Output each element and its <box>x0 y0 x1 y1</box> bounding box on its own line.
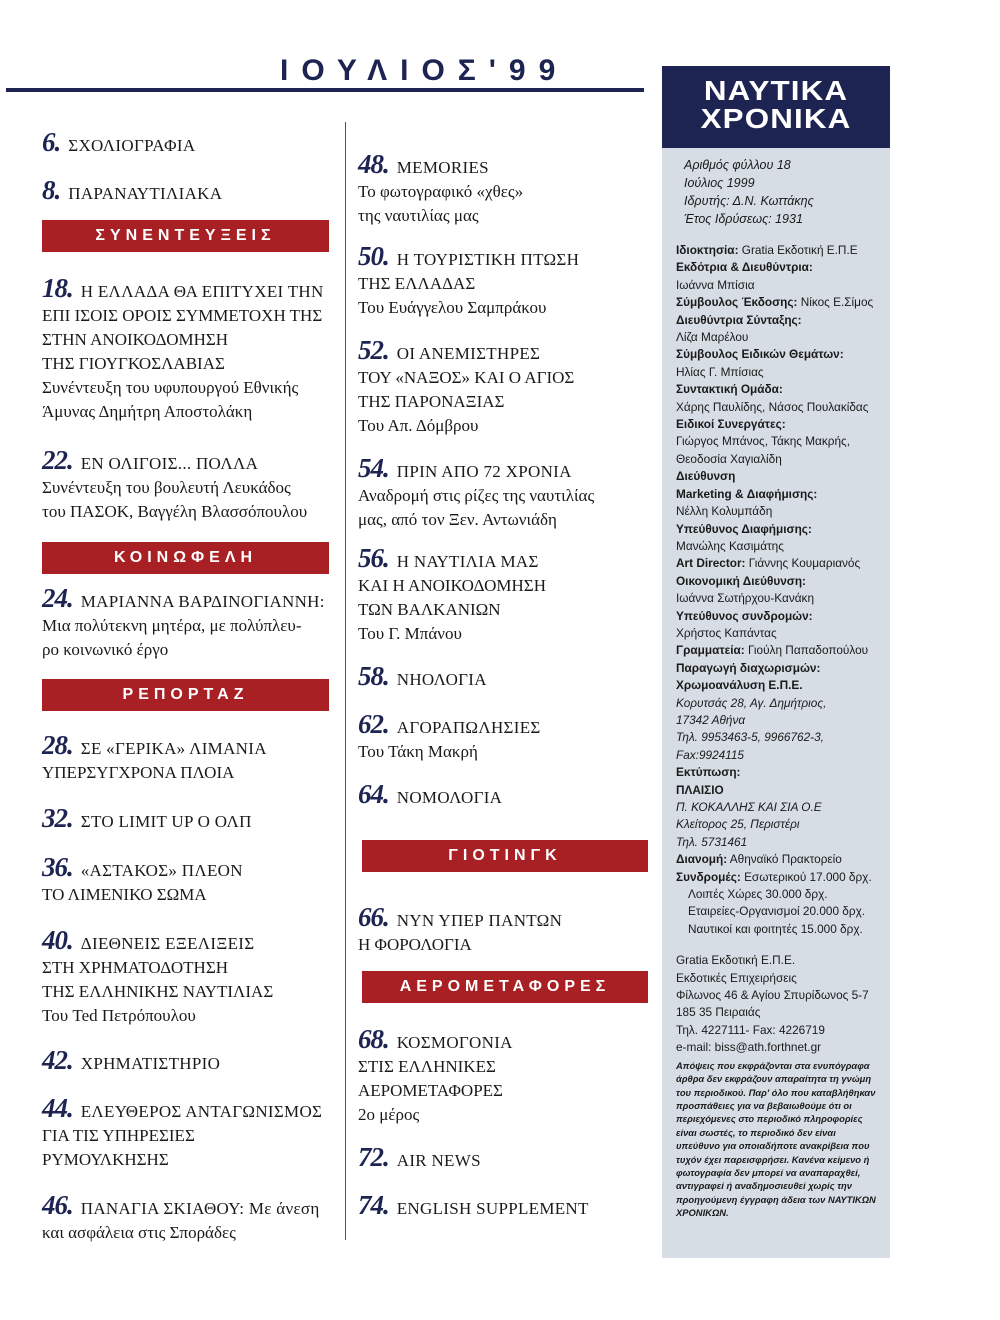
address-line: Gratia Εκδοτική Ε.Π.Ε. <box>676 953 796 968</box>
credit-line <box>676 312 876 329</box>
toc-entry <box>358 902 563 957</box>
entry-title: ΕΝ ΟΛΙΓΟΙΣ... ΠΟΛΛΑ <box>80 454 259 473</box>
credit-line <box>676 903 876 920</box>
entry-line: Του Γ. Μπάνου <box>358 624 462 643</box>
entry-line: μας, από τον Ξεν. Αντωνιάδη <box>358 510 557 529</box>
credit-line <box>676 329 876 346</box>
page-number: 6. <box>42 127 61 157</box>
column-divider <box>345 122 346 1240</box>
credit-line <box>676 747 876 764</box>
toc-entry <box>358 453 595 532</box>
page-number: 46. <box>42 1190 73 1220</box>
credit-line <box>676 660 876 677</box>
credit-value: Ιωάννα Σωτήρχου-Κανάκη <box>676 591 815 606</box>
credit-line <box>676 538 876 555</box>
credit-value: Κλείτορος 25, Περιστέρι <box>676 817 800 832</box>
header-rule <box>6 88 644 92</box>
credit-value: Γιούλη Παπαδοπούλου <box>747 643 869 658</box>
credit-label: Σύμβουλος Ειδικών Θεμάτων: <box>676 347 844 362</box>
credit-value: Νίκος Ε.Σίμος <box>800 295 874 310</box>
credit-label: Διανομή: <box>676 852 728 867</box>
credit-line <box>676 642 876 659</box>
credit-line <box>676 468 876 485</box>
toc-entry <box>358 149 524 228</box>
toc-entry <box>358 709 541 764</box>
entry-line: ΣΤΗΝ ΑΝΟΙΚΟΔΟΜΗΣΗ <box>42 330 229 349</box>
credit-label: Art Director: <box>676 556 746 571</box>
entry-line: ΤΗΣ ΕΛΛΗΝΙΚΗΣ ΝΑΥΤΙΛΙΑΣ <box>42 982 274 1001</box>
entry-line: ΣΤΙΣ ΕΛΛΗΝΙΚΕΣ <box>358 1057 496 1076</box>
legal-disclaimer: Απόψεις που εκφράζονται στα ενυπόγραφα άρθρα δεν εκφράζουν απαραίτητα τη γνώμη του περιοδικού. Παρ' όλο που καταβλήθηκαν προσπάθειες για να βεβαιωθούμε ότι οι περιεχόμενες στο περιοδικό πληροφορίες είναι σωστές, το περιοδικό δεν είναι υπεύθυνο για οποιαδήποτε ανακρίβεια που τυχόν έχει παρεισφρήσει. Κανένα κείμενο ή φωτογραφία δεν μπορεί να αναπαραχθεί, αντιγραφεί ή αναδημοσιευθεί χωρίς την προηγούμενη έγγραφη άδεια των ΝΑΥΤΙΚΩΝ ΧΡΟΝΙΚΩΝ. <box>676 1059 876 1219</box>
credit-line <box>676 399 876 416</box>
toc-entry <box>358 1190 589 1221</box>
credit-line <box>676 869 876 886</box>
entry-title: ENGLISH SUPPLEMENT <box>396 1199 589 1218</box>
credit-line <box>676 677 876 694</box>
credit-line <box>676 416 876 433</box>
credit-value: Λίζα Μαρέλου <box>676 330 749 345</box>
credit-value: Χάρης Παυλίδης, Νάσος Πουλακίδας <box>676 399 869 414</box>
credit-line <box>676 834 876 851</box>
credit-value: Εταιρείες-Οργανισμοί 20.000 δρχ. <box>688 904 866 919</box>
credit-line <box>676 625 876 642</box>
credit-line <box>676 712 876 729</box>
entry-line: Αναδρομή στις ρίζες της ναυτιλίας <box>358 486 595 505</box>
credit-value: Λοιπές Χώρες 30.000 δρχ. <box>688 887 828 902</box>
credit-label: Εκδότρια & Διευθύντρια: <box>676 260 813 275</box>
credit-label: ΠΛΑΙΣΙΟ <box>676 782 724 797</box>
credit-label: Ιδιοκτησία: <box>676 243 739 257</box>
page-number: 68. <box>358 1024 389 1054</box>
entry-line: ΓΙΑ ΤΙΣ ΥΠΗΡΕΣΙΕΣ <box>42 1126 195 1145</box>
entry-title: ΧΡΗΜΑΤΙΣΤΗΡΙΟ <box>80 1054 221 1073</box>
page-number: 40. <box>42 925 73 955</box>
toc-entry <box>42 1190 320 1245</box>
credit-value: Π. ΚΟΚΑΛΛΗΣ ΚΑΙ ΣΙΑ Ο.Ε <box>676 800 822 814</box>
entry-line: Συνέντευξη του βουλευτή Λευκάδος <box>42 478 291 497</box>
credit-line <box>676 364 876 381</box>
entry-line: ΕΠΙ ΙΣΟΙΣ ΟΡΟΙΣ ΣΥΜΜΕΤΟΧΗ ΤΗΣ <box>42 306 323 325</box>
credit-value: Ναυτικοί και φοιτητές 15.000 δρχ. <box>688 921 863 936</box>
entry-line: Μια πολύτεκνη μητέρα, με πολύπλευ- <box>42 616 302 635</box>
credit-line <box>676 294 876 311</box>
credit-label: Υπεύθυνος συνδρομών: <box>676 608 813 623</box>
entry-title: ΝΗΟΛΟΓΙΑ <box>396 670 487 689</box>
entry-line: Του Απ. Δόμβρου <box>358 416 479 435</box>
page-number: 42. <box>42 1045 73 1075</box>
entry-line: και ασφάλεια στις Σποράδες <box>42 1223 236 1242</box>
issue-line: Ιούλιος 1999 <box>684 176 755 190</box>
credit-value: Αθηναϊκό Πρακτορείο <box>729 852 842 867</box>
entry-line: ΤΩΝ ΒΑΛΚΑΝΙΩΝ <box>358 600 501 619</box>
page-number: 18. <box>42 273 73 303</box>
toc-entry <box>358 241 580 320</box>
credit-label: Υπεύθυνος Διαφήμισης: <box>676 521 812 536</box>
credit-line <box>676 433 876 450</box>
entry-title: ΠΑΡΑΝΑΥΤΙΛΙΑΚΑ <box>68 184 223 203</box>
credit-value: Τηλ. 5731461 <box>676 834 748 849</box>
toc-entry <box>42 730 267 785</box>
logo-line: ΝΑΥΤΙΚΑ <box>703 75 849 106</box>
entry-line: ΑΕΡΟΜΕΤΑΦΟΡΕΣ <box>358 1081 503 1100</box>
credit-label: Marketing & Διαφήμισης: <box>676 486 818 501</box>
entry-title: Η ΕΛΛΑΔΑ ΘΑ ΕΠΙΤΥΧΕΙ ΤΗΝ <box>80 282 324 301</box>
entry-title: ΔΙΕΘΝΕΙΣ ΕΞΕΛΙΞΕΙΣ <box>80 934 255 953</box>
credit-label: Συνδρομές: <box>676 869 741 884</box>
address-line: Φίλωνος 46 & Αγίου Σπυρίδωνος 5-7 <box>676 988 869 1003</box>
credit-line <box>676 451 876 468</box>
credit-line <box>676 242 876 259</box>
page-number: 58. <box>358 661 389 691</box>
address-line: Τηλ. 4227111- Fax: 4226719 <box>676 1022 825 1037</box>
credit-line <box>676 921 876 938</box>
credit-label: Γραμματεία: <box>676 643 745 658</box>
page-number: 36. <box>42 852 73 882</box>
toc-entry <box>358 779 503 810</box>
address-line: e-mail: biss@ath.forthnet.gr <box>676 1040 822 1055</box>
entry-line: Άμυνας Δημήτρη Αποστολάκη <box>42 402 253 421</box>
entry-line: Του Ευάγγελου Σαμπράκου <box>358 298 547 317</box>
entry-line: ΤΗΣ ΕΛΛΑΔΑΣ <box>358 274 476 293</box>
toc-entry <box>358 1024 513 1127</box>
entry-line: ΡΥΜΟΥΛΚΗΣΗΣ <box>42 1150 169 1169</box>
issue-line: Αριθμός φύλλου 18 <box>684 158 791 172</box>
credit-line <box>676 590 876 607</box>
entry-line: Το φωτογραφικό «χθες» <box>358 182 524 201</box>
credit-label: Χρωμοανάλυση Ε.Π.Ε. <box>676 678 803 693</box>
credit-value: Fax:9924115 <box>676 747 744 762</box>
credit-value: Τηλ. 9953463-5, 9966762-3, <box>676 730 824 745</box>
toc-entry <box>42 1045 221 1076</box>
entry-line: ΤΗΣ ΓΙΟΥΓΚΟΣΛΑΒΙΑΣ <box>42 354 225 373</box>
entry-title: ΟΙ ΑΝΕΜΙΣΤΗΡΕΣ <box>396 344 541 363</box>
entry-title: «ΑΣΤΑΚΟΣ» ΠΛΕΟΝ <box>80 861 243 880</box>
credit-line <box>676 521 876 538</box>
entry-title: MEMORIES <box>396 158 489 177</box>
page-number: 22. <box>42 445 73 475</box>
issue-info <box>676 156 876 228</box>
section-banner-aviation: ΑΕΡΟΜΕΤΑΦΟΡΕΣ <box>362 971 648 1003</box>
entry-title: ΝΟΜΟΛΟΓΙΑ <box>396 788 503 807</box>
credit-label: Οικονομική Διεύθυνση: <box>676 573 806 588</box>
page-number: 8. <box>42 175 61 205</box>
page-number: 54. <box>358 453 389 483</box>
issue-month-header: ΙΟΥΛΙΟΣ'99 <box>280 54 569 87</box>
toc-entry <box>358 661 487 692</box>
page-number: 48. <box>358 149 389 179</box>
credit-label: Συντακτική Ομάδα: <box>676 382 783 397</box>
toc-entry <box>42 175 223 206</box>
credit-value: Ηλίας Γ. Μπίσιας <box>676 364 764 379</box>
credit-line <box>676 503 876 520</box>
credit-value: Γιώργος Μπάνος, Τάκης Μακρής, <box>676 434 850 449</box>
toc-entry <box>42 803 252 834</box>
page-number: 74. <box>358 1190 389 1220</box>
credit-line <box>676 486 876 503</box>
entry-title: AIR NEWS <box>396 1151 481 1170</box>
entry-title: ΣΕ «ΓΕΡΙΚΑ» ΛΙΜΑΝΙΑ <box>80 739 267 758</box>
page-number: 28. <box>42 730 73 760</box>
credit-value: Κορυτσάς 28, Αγ. Δημήτριος, <box>676 695 827 710</box>
credits-list <box>676 242 876 938</box>
page-number: 72. <box>358 1142 389 1172</box>
credit-label: Σύμβουλος Έκδοσης: <box>676 295 798 310</box>
credit-label: Ειδικοί Συνεργάτες: <box>676 417 786 432</box>
entry-line: ΚΑΙ Η ΑΝΟΙΚΟΔΟΜΗΣΗ <box>358 576 546 595</box>
credit-value: Ιωάννα Μπίσια <box>676 277 755 292</box>
credit-value: Θεοδοσία Χαγιαλίδη <box>676 451 782 466</box>
entry-line: ΣΤΗ ΧΡΗΜΑΤΟΔΟΤΗΣΗ <box>42 958 229 977</box>
credit-line <box>676 799 876 816</box>
credit-value: 17342 Αθήνα <box>676 712 746 727</box>
page-number: 32. <box>42 803 73 833</box>
entry-line: Συνέντευξη του υφυπουργού Εθνικής <box>42 378 299 397</box>
page-number: 24. <box>42 583 73 613</box>
credit-value: Χρήστος Καπάντας <box>676 625 777 640</box>
entry-line: ΥΠΕΡΣΥΓΧΡΟΝΑ ΠΛΟΙΑ <box>42 763 235 782</box>
page-number: 62. <box>358 709 389 739</box>
section-banner-yachting: ΓΙΟΤΙΝΓΚ <box>362 840 648 872</box>
credit-line <box>676 608 876 625</box>
credit-line <box>676 695 876 712</box>
entry-line: ρο κοινωνικό έργο <box>42 640 169 659</box>
credit-line <box>676 782 876 799</box>
credit-line <box>676 381 876 398</box>
entry-line: του ΠΑΣΟΚ, Βαγγέλη Βλασσόπουλου <box>42 502 308 521</box>
credit-line <box>676 259 876 276</box>
masthead-panel <box>662 66 890 1258</box>
credit-line <box>676 764 876 781</box>
credit-label: Διεύθυνση <box>676 469 736 484</box>
page-number: 44. <box>42 1093 73 1123</box>
section-banner-report: ΡΕΠΟΡΤΑΖ <box>42 679 329 711</box>
credit-label: Παραγωγή διαχωρισμών: <box>676 660 821 675</box>
page-number: 52. <box>358 335 389 365</box>
toc-entry <box>42 852 243 907</box>
entry-title: ΝΥΝ ΥΠΕΡ ΠΑΝΤΩΝ <box>396 911 563 930</box>
publisher-address <box>676 952 876 1056</box>
credit-value: Νέλλη Κολυμπάδη <box>676 504 773 519</box>
toc-entry <box>42 445 308 524</box>
toc-entry <box>358 1142 481 1173</box>
entry-title: ΑΓΟΡΑΠΩΛΗΣΙΕΣ <box>396 718 541 737</box>
entry-title: ΠΑΝΑΓΙΑ ΣΚΙΑΘΟΥ: Με άνεση <box>80 1199 320 1218</box>
credit-value: Μανώλης Κασιμάτης <box>676 538 784 553</box>
entry-line: Η ΦΟΡΟΛΟΓΙΑ <box>358 935 472 954</box>
credit-line <box>676 729 876 746</box>
entry-title: Η ΤΟΥΡΙΣΤΙΚΗ ΠΤΩΣΗ <box>396 250 580 269</box>
entry-line: 2ο μέρος <box>358 1105 420 1124</box>
page-number: 66. <box>358 902 389 932</box>
credit-line <box>676 277 876 294</box>
entry-line: ΤΟΥ «ΝΑΞΟΣ» ΚΑΙ Ο ΑΓΙΟΣ <box>358 368 575 387</box>
entry-line: της ναυτιλίας μας <box>358 206 479 225</box>
entry-line: ΤΗΣ ΠΑΡΟΝΑΞΙΑΣ <box>358 392 505 411</box>
entry-title: ΣΧΟΛΙΟΓΡΑΦΙΑ <box>68 136 196 155</box>
entry-title: ΣΤΟ LIMIT UP Ο ΟΛΠ <box>80 812 252 831</box>
credit-line <box>676 555 876 572</box>
toc-entry <box>42 583 325 662</box>
page-number: 50. <box>358 241 389 271</box>
entry-title: Η ΝΑΥΤΙΛΙΑ ΜΑΣ <box>396 552 539 571</box>
credit-line <box>676 816 876 833</box>
toc-entry <box>42 1093 323 1172</box>
credit-line <box>676 346 876 363</box>
credit-line <box>676 573 876 590</box>
entry-title: ΠΡΙΝ ΑΠΟ 72 ΧΡΟΝΙΑ <box>396 462 572 481</box>
logo-line: ΧΡΟΝΙΚΑ <box>700 103 852 134</box>
toc-entry <box>42 127 196 158</box>
entry-title: ΜΑΡΙΑΝΝΑ ΒΑΡΔΙΝΟΓΙΑΝΝΗ: <box>80 592 325 611</box>
toc-entry <box>358 335 575 438</box>
page-number: 64. <box>358 779 389 809</box>
toc-entry <box>358 543 546 646</box>
section-banner-interviews: ΣΥΝΕΝΤΕΥΞΕΙΣ <box>42 220 329 252</box>
credit-value: Gratia Εκδοτική Ε.Π.Ε <box>741 243 858 257</box>
credit-value: Εσωτερικού 17.000 δρχ. <box>744 869 872 884</box>
section-banner-charity: ΚΟΙΝΩΦΕΛΗ <box>42 542 329 574</box>
issue-line: Ιδρυτής: Δ.Ν. Κωττάκης <box>684 194 814 208</box>
entry-title: ΚΟΣΜΟΓΟΝΙΑ <box>396 1033 513 1052</box>
toc-entry <box>42 273 324 424</box>
entry-line: Του Τάκη Μακρή <box>358 742 478 761</box>
credit-label: Εκτύπωση: <box>676 765 741 780</box>
credit-line <box>676 886 876 903</box>
credit-value: Γιάννης Κουμαριανός <box>748 556 861 571</box>
issue-line: Έτος Ιδρύσεως: 1931 <box>684 212 803 226</box>
address-line: 185 35 Πειραιάς <box>676 1005 761 1020</box>
credit-label: Διευθύντρια Σύνταξης: <box>676 312 802 327</box>
address-line: Εκδοτικές Επιχειρήσεις <box>676 970 797 985</box>
credit-line <box>676 851 876 868</box>
toc-entry <box>42 925 274 1028</box>
magazine-logo <box>662 66 890 148</box>
entry-title: ΕΛΕΥΘΕΡΟΣ ΑΝΤΑΓΩΝΙΣΜΟΣ <box>80 1102 323 1121</box>
page-number: 56. <box>358 543 389 573</box>
entry-line: Του Ted Πετρόπουλου <box>42 1006 196 1025</box>
entry-line: ΤΟ ΛΙΜΕΝΙΚΟ ΣΩΜΑ <box>42 885 207 904</box>
